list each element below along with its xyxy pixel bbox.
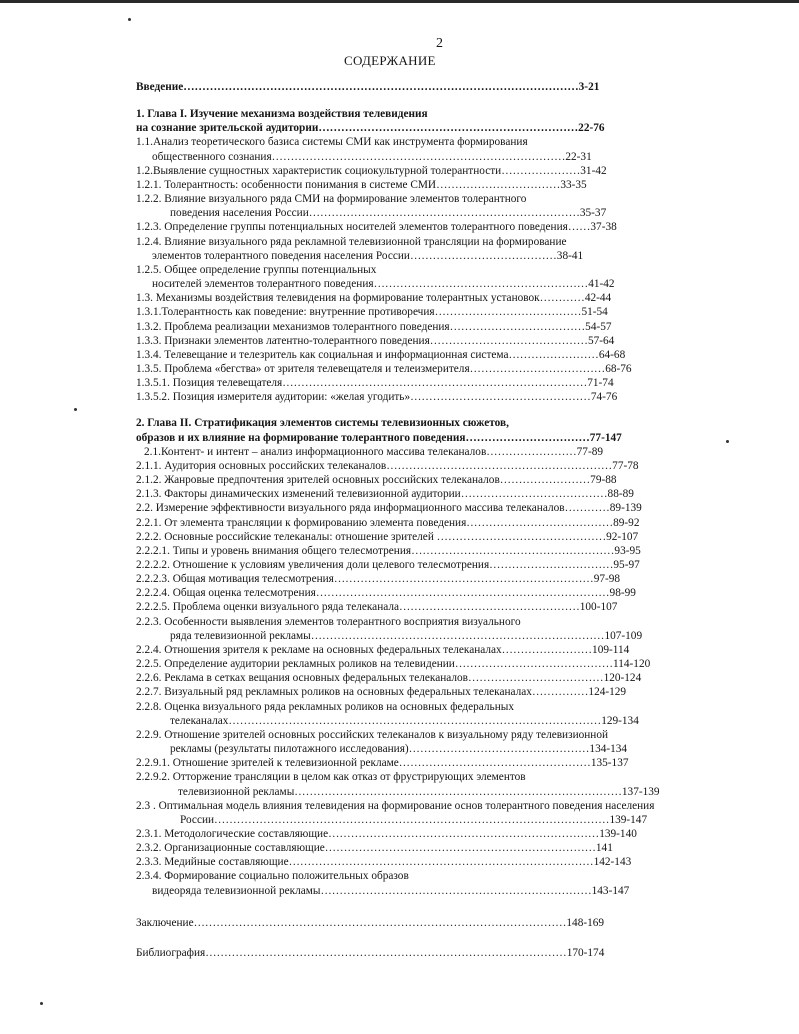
toc-entry-2-2-2: 2.2.2. Основные российские телеканалы: отношение зрителей ………………………………………92-107 xyxy=(136,530,639,543)
toc-entry-2-1-2: 2.1.2. Жанровые предпочтения зрителей основных российских телеканалов……………………79-88 xyxy=(136,474,617,487)
toc-entry-2-3-2: 2.3.2. Организационные составляющие………………………………………………………………141 xyxy=(136,842,613,855)
toc-entry-2-2-2-1: 2.2.2.1. Типы и уровень внимания общего телесмотрения………………………………………………93-95 xyxy=(136,544,641,557)
toc-entry-1-2-5 xyxy=(136,263,736,291)
toc-line: на сознание зрительской аудитории……………………………………………………………22-76 xyxy=(136,122,605,135)
toc-line: 2.2.8. Оценка визуального ряда рекламных роликов на основных федеральных xyxy=(136,700,514,713)
toc-entry-chapter-1 xyxy=(136,107,736,135)
toc-entry-2-3 xyxy=(136,799,736,827)
scan-speck xyxy=(40,1002,43,1005)
toc-entry-chapter-2 xyxy=(136,416,736,444)
toc-entry-2-2-9-1: 2.2.9.1. Отношение зрителей к телевизионной рекламе……………………………………………135-137 xyxy=(136,757,629,770)
toc-entry-1-1 xyxy=(136,135,736,163)
toc-entry-2-1-3: 2.1.3. Факторы динамических изменений телевизионной аудитории…………………………………88-89 xyxy=(136,488,634,501)
table-of-contents xyxy=(136,80,736,960)
toc-entry-1-3-4: 1.3.4. Телевещание и телезритель как социальная и информационная система……………………64-68 xyxy=(136,348,626,361)
toc-line: 1. Глава I. Изучение механизма воздействия телевидения xyxy=(136,108,428,121)
toc-entry-2-3-4 xyxy=(136,869,736,897)
toc-entry-2-3-1: 2.3.1. Методологические составляющие………………………………………………………………139-140 xyxy=(136,827,637,840)
toc-line: 1.2.5. Общее определение группы потенциальных xyxy=(136,263,377,276)
toc-line: видеоряда телевизионной рекламы………………………………………………………………143-147 xyxy=(152,884,630,897)
toc-line: 2.2.9.2. Отторжение трансляции в целом как отказ от фрустрирующих элементов xyxy=(136,771,526,784)
toc-entry-1-3-5-1: 1.3.5.1. Позиция телевещателя………………………………………………………………………71-74 xyxy=(136,377,614,390)
toc-entry-bibliography: Библиография……………………………………………………………………………………170-174 xyxy=(136,946,605,959)
toc-line: 2.3.4. Формирование социально положительных образов xyxy=(136,870,409,883)
toc-entry-2-2-2-4: 2.2.2.4. Общая оценка телесмотрения……………………………………………………………………98-99 xyxy=(136,587,636,600)
toc-entry-2-3-3: 2.3.3. Медийные составляющие………………………………………………………………………142-143 xyxy=(136,856,632,869)
scan-top-edge xyxy=(0,0,799,3)
toc-line: 1.2.4. Влияние визуального ряда рекламной телевизионной трансляции на формирование xyxy=(136,235,567,248)
toc-entry-1-3-3: 1.3.3. Признаки элементов латентно-толерантного поведения……………………………………57-64 xyxy=(136,334,615,347)
toc-entry-2-1-1: 2.1.1. Аудитория основных российских телеканалов……………………………………………………77-78 xyxy=(136,459,639,472)
toc-line: рекламы (результаты пилотажного исследования)…………………………………………134-134 xyxy=(170,743,628,756)
toc-entry-1-2: 1.2.Выявление сущностных характеристик социокультурной толерантности…………………31-42 xyxy=(136,164,607,177)
toc-entry-2-2-2-3: 2.2.2.3. Общая мотивация телесмотрения……………………………………………………………97-98 xyxy=(136,573,621,586)
toc-entry-2-2-8 xyxy=(136,700,736,728)
page-title: СОДЕРЖАНИЕ xyxy=(344,53,436,68)
toc-entry-1-2-3: 1.2.3. Определение группы потенциальных носителей элементов толерантного поведения……37-38 xyxy=(136,221,617,234)
toc-entry-2-2-2-5: 2.2.2.5. Проблема оценки визуального ряда телеканала…………………………………………100-107 xyxy=(136,601,618,614)
toc-line: поведения населения России………………………………………………………………35-37 xyxy=(170,207,607,220)
toc-entry-2-2-9 xyxy=(136,728,736,756)
page-number: 2 xyxy=(436,36,443,51)
toc-line: 2. Глава II. Стратификация элементов системы телевизионных сюжетов, xyxy=(136,417,509,430)
toc-line: 2.2.9. Отношение зрителей основных российских телеканалов к визуальному ряду телевизионной xyxy=(136,728,609,741)
toc-entry-1-3-1: 1.3.1.Толерантность как поведение: внутренние противоречия…………………………………51-54 xyxy=(136,306,608,319)
toc-entry-2-2-5: 2.2.5. Определение аудитории рекламных роликов на телевидении……………………………………114-120 xyxy=(136,658,651,671)
toc-line: ряда телевизионной рекламы……………………………………………………………………107-109 xyxy=(170,629,643,642)
toc-line: 2.3 . Оптимальная модель влияния телевидения на формирование основ толерантного поведения населения xyxy=(136,799,655,812)
scan-speck xyxy=(74,408,77,411)
toc-line: России……………………………………………………………………………………………139-147 xyxy=(180,813,648,826)
toc-line: телевизионной рекламы……………………………………………………………………………137-139 xyxy=(178,785,660,798)
toc-entry-1-3: 1.3. Механизмы воздействия телевидения на формирование толерантных установок…………42-44 xyxy=(136,292,612,305)
toc-entry-intro: Введение……………………………………………………………………………………………3-21 xyxy=(136,81,600,93)
toc-entry-2-1: 2.1.Контент- и интент – анализ информационного массива телеканалов……………………77-89 xyxy=(144,445,604,458)
toc-line: 1.2.2. Влияние визуального ряда СМИ на формирование элементов толерантного xyxy=(136,193,527,206)
toc-entry-2-2-4: 2.2.4. Отношения зрителя к рекламе на основных федеральных телеканалах……………………109-114 xyxy=(136,643,630,656)
toc-entry-1-3-5: 1.3.5. Проблема «бегства» от зрителя телевещателя и телеизмерителя………………………………68-76 xyxy=(136,362,632,375)
toc-entry-1-3-2: 1.3.2. Проблема реализации механизмов толерантного поведения………………………………54-57 xyxy=(136,320,612,333)
scan-speck xyxy=(128,18,131,21)
toc-entry-1-2-2 xyxy=(136,192,736,220)
toc-entry-2-2-9-2 xyxy=(136,770,736,798)
toc-line: 2.2.3. Особенности выявления элементов толерантного восприятия визуального xyxy=(136,615,521,628)
toc-entry-2-2: 2.2. Измерение эффективности визуального ряда информационного массива телеканалов…………89-139 xyxy=(136,502,642,515)
toc-entry-1-2-4 xyxy=(136,235,736,263)
toc-entry-1-3-5-2: 1.3.5.2. Позиция измерителя аудитории: «желая угодить»…………………………………………74-76 xyxy=(136,391,618,404)
toc-entry-2-2-6: 2.2.6. Реклама в сетках вещания основных федеральных телеканалов………………………………120-124 xyxy=(136,672,642,685)
toc-entry-2-2-3 xyxy=(136,615,736,643)
toc-line: носителей элементов толерантного поведения…………………………………………………41-42 xyxy=(152,278,615,291)
toc-entry-1-2-1: 1.2.1. Толерантность: особенности понимания в системе СМИ……………………………33-35 xyxy=(136,178,587,191)
toc-entry-2-2-2-2: 2.2.2.2. Отношение к условиям увеличения доли целевого телесмотрения……………………………95-97 xyxy=(136,559,640,571)
toc-line: образов и их влияние на формирование толерантного поведения……………………………77-147 xyxy=(136,431,622,444)
toc-line: общественного сознания……………………………………………………………………22-31 xyxy=(152,150,592,163)
toc-line: элементов толерантного поведения населения России…………………………………38-41 xyxy=(152,249,584,262)
toc-entry-2-2-7: 2.2.7. Визуальный ряд рекламных роликов на основных федеральных телеканалах……………124-129 xyxy=(136,686,627,699)
toc-line: телеканалах………………………………………………………………………………………129-134 xyxy=(170,714,639,727)
toc-line: 1.1.Анализ теоретического базиса системы СМИ как инструмента формирования xyxy=(136,136,528,149)
toc-entry-conclusion: Заключение………………………………………………………………………………………148-169 xyxy=(136,916,605,929)
toc-entry-2-2-1: 2.2.1. От элемента трансляции к формированию элемента поведения…………………………………89-92 xyxy=(136,516,640,529)
